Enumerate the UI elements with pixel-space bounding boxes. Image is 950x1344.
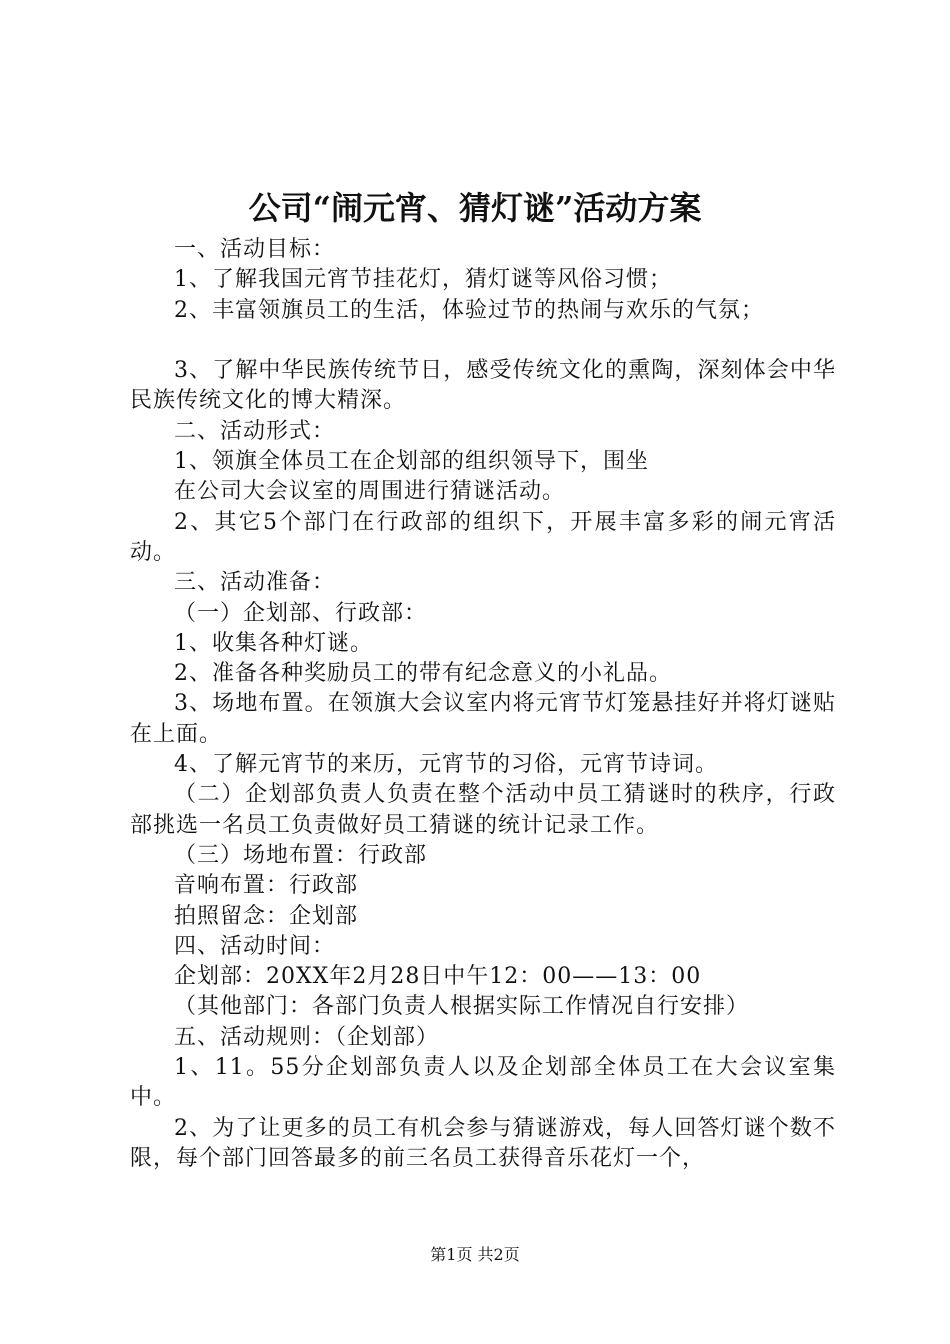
- subsection-heading: （一）企划部、行政部：: [174, 600, 428, 626]
- paragraph: 拍照留念：企划部: [174, 903, 359, 929]
- paragraph: 2、准备各种奖励员工的带有纪念意义的小礼品。: [174, 661, 672, 687]
- section-heading-rules: 五、活动规则：（企划部）: [174, 1024, 440, 1050]
- paragraph: 1、11。55分企划部负责人以及企划部全体员工在大会议室集中。: [130, 1055, 836, 1111]
- section-heading-format: 二、活动形式：: [174, 418, 336, 444]
- paragraph: 3、了解中华民族传统节日，感受传统文化的熏陶，深刻体会中华民族传统文化的博大精深。: [130, 358, 836, 414]
- paragraph: 企划部：20XX年2月28日中午12：00——13：00: [174, 964, 702, 990]
- paragraph: （二）企划部负责人负责在整个活动中员工猜谜时的秩序，行政部挑选一名员工负责做好员工猜谜的统计记录工作。: [130, 782, 836, 838]
- page-footer: 第1页 共2页: [430, 1245, 520, 1264]
- document-body: [130, 235, 836, 1174]
- paragraph: 1、领旗全体员工在企划部的组织领导下，围坐: [174, 449, 649, 475]
- section-heading-time: 四、活动时间：: [174, 933, 336, 959]
- paragraph: 1、了解我国元宵节挂花灯，猜灯谜等风俗习惯；: [174, 267, 672, 293]
- paragraph: 3、场地布置。在领旗大会议室内将元宵节灯笼悬挂好并将灯谜贴在上面。: [130, 691, 836, 747]
- paragraph: 在公司大会议室的周围进行猜谜活动。: [174, 479, 566, 505]
- document-title: 公司“闹元宵、猜灯谜”活动方案: [248, 189, 702, 227]
- section-heading-goals: 一、活动目标：: [174, 237, 336, 262]
- paragraph: 2、其它5个部门在行政部的组织下，开展丰富多彩的闹元宵活动。: [130, 509, 836, 565]
- paragraph: （其他部门：各部门负责人根据实际工作情况自行安排）: [174, 994, 750, 1020]
- paragraph: 音响布置：行政部: [174, 873, 359, 899]
- paragraph: （三）场地布置：行政部: [174, 842, 428, 868]
- blank-line: [130, 326, 836, 356]
- paragraph: 4、了解元宵节的来历，元宵节的习俗，元宵节诗词。: [174, 752, 718, 778]
- paragraph: 2、为了让更多的员工有机会参与猜谜游戏，每人回答灯谜个数不限，每个部门回答最多的前三名员工获得音乐花灯一个，: [130, 1115, 836, 1171]
- paragraph: 2、丰富领旗员工的生活，体验过节的热闹与欢乐的气氛；: [174, 297, 764, 323]
- section-heading-preparation: 三、活动准备：: [174, 570, 336, 596]
- paragraph: 1、收集各种灯谜。: [174, 630, 373, 656]
